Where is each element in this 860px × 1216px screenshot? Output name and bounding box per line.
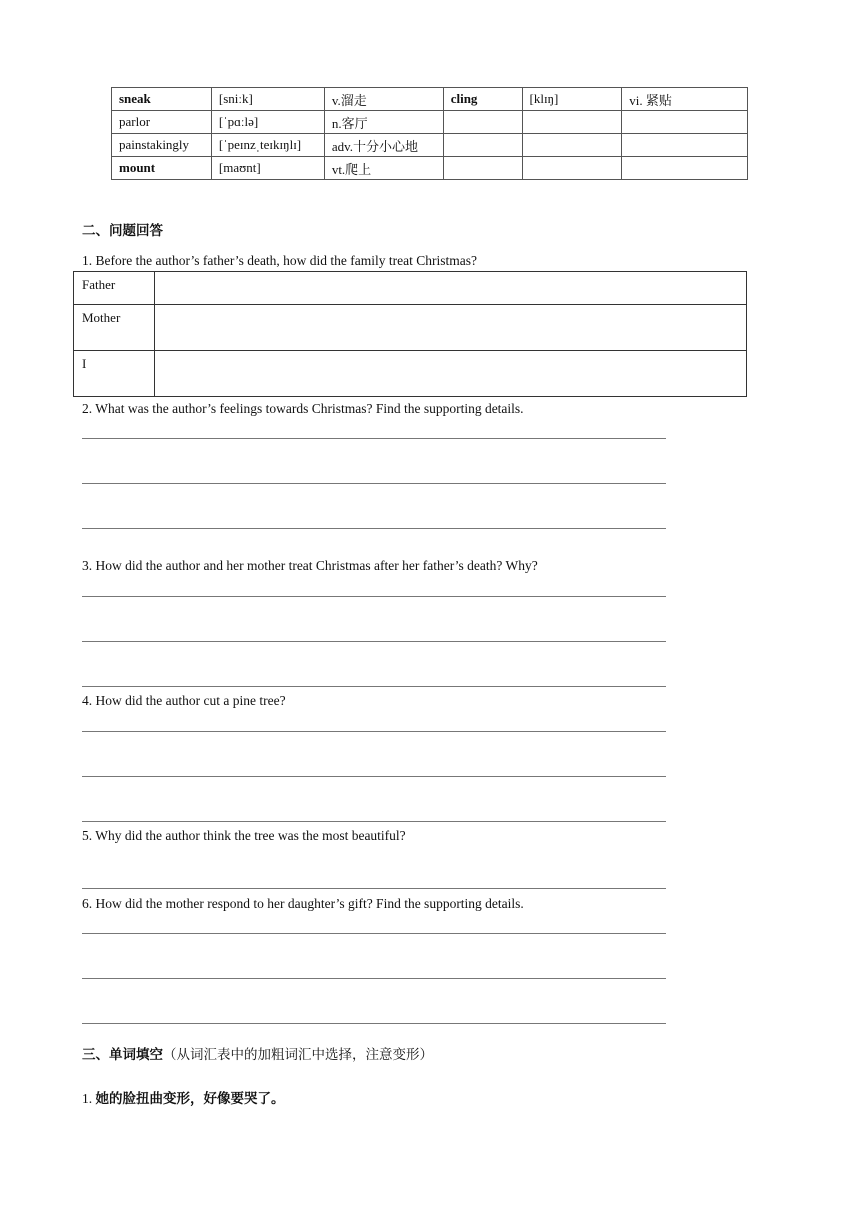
answer-line[interactable] xyxy=(82,438,666,439)
answer-line[interactable] xyxy=(82,483,666,484)
vocab-word xyxy=(443,111,522,134)
answer-line[interactable] xyxy=(82,776,666,777)
section-3-title xyxy=(82,1043,433,1063)
answer-line[interactable] xyxy=(82,528,666,529)
table-row xyxy=(112,157,748,180)
row-label-father: Father xyxy=(74,272,155,305)
question-4: 4. How did the author cut a pine tree? xyxy=(82,693,286,708)
vocab-meaning: n.客厅 xyxy=(324,111,443,134)
question-6: 6. How did the mother respond to her daughter’s gift? Find the supporting details. xyxy=(82,896,524,911)
vocab-phonetic: [maʊnt] xyxy=(211,157,324,180)
section-3-title-text: 三、单词填空 xyxy=(82,1047,163,1063)
section-3-instruction: （从词汇表中的加粗词汇中选择，注意变形） xyxy=(163,1047,433,1063)
vocab-phonetic xyxy=(522,111,622,134)
table-row xyxy=(112,134,748,157)
vocab-phonetic: [sniːk] xyxy=(211,88,324,111)
answer-line[interactable] xyxy=(82,933,666,934)
table-row xyxy=(74,272,747,305)
answer-line[interactable] xyxy=(82,641,666,642)
table-row xyxy=(112,111,748,134)
section-2-title: 二、问题回答 xyxy=(82,223,163,239)
vocab-phonetic xyxy=(522,134,622,157)
vocab-word: cling xyxy=(443,88,522,111)
table-row xyxy=(74,305,747,351)
vocab-meaning: adv.十分小心地 xyxy=(324,134,443,157)
vocab-word: sneak xyxy=(112,88,212,111)
vocab-word xyxy=(443,157,522,180)
answer-cell-i[interactable] xyxy=(155,351,747,397)
row-label-mother: Mother xyxy=(74,305,155,351)
question-2: 2. What was the author’s feelings towards Christmas? Find the supporting details. xyxy=(82,401,524,416)
question-3: 3. How did the author and her mother treat Christmas after her father’s death? Why? xyxy=(82,558,538,573)
vocab-meaning: vt.爬上 xyxy=(324,157,443,180)
vocab-phonetic xyxy=(522,157,622,180)
answer-line[interactable] xyxy=(82,978,666,979)
answer-line[interactable] xyxy=(82,596,666,597)
vocabulary-table xyxy=(111,87,748,180)
vocab-phonetic: [klɪŋ] xyxy=(522,88,622,111)
answer-line[interactable] xyxy=(82,888,666,889)
question-5: 5. Why did the author think the tree was the most beautiful? xyxy=(82,828,406,843)
answer-line[interactable] xyxy=(82,821,666,822)
vocab-word: parlor xyxy=(112,111,212,134)
question-1: 1. Before the author’s father’s death, how did the family treat Christmas? xyxy=(82,253,478,268)
row-label-i: I xyxy=(74,351,155,397)
vocab-meaning xyxy=(622,111,748,134)
table-row xyxy=(112,88,748,111)
item-number: 1. xyxy=(82,1091,93,1106)
answer-cell-father[interactable] xyxy=(155,272,747,305)
vocab-meaning: vi. 紧贴 xyxy=(622,88,748,111)
table-row xyxy=(74,351,747,397)
answer-line[interactable] xyxy=(82,686,666,687)
answer-line[interactable] xyxy=(82,1023,666,1024)
answer-line[interactable] xyxy=(82,731,666,732)
item-text: 她的脸扭曲变形，好像要哭了。 xyxy=(95,1091,285,1107)
fill-in-item-1 xyxy=(82,1087,285,1107)
vocab-word: mount xyxy=(112,157,212,180)
vocab-word xyxy=(443,134,522,157)
answer-cell-mother[interactable] xyxy=(155,305,747,351)
vocab-meaning xyxy=(622,134,748,157)
vocab-phonetic: [ˈpɑːlə] xyxy=(211,111,324,134)
vocab-phonetic: [ˈpeɪnzˌteɪkɪŋlɪ] xyxy=(211,134,324,157)
vocab-meaning: v.溜走 xyxy=(324,88,443,111)
vocab-meaning xyxy=(622,157,748,180)
vocab-word: painstakingly xyxy=(112,134,212,157)
question-1-answer-table xyxy=(73,271,747,397)
